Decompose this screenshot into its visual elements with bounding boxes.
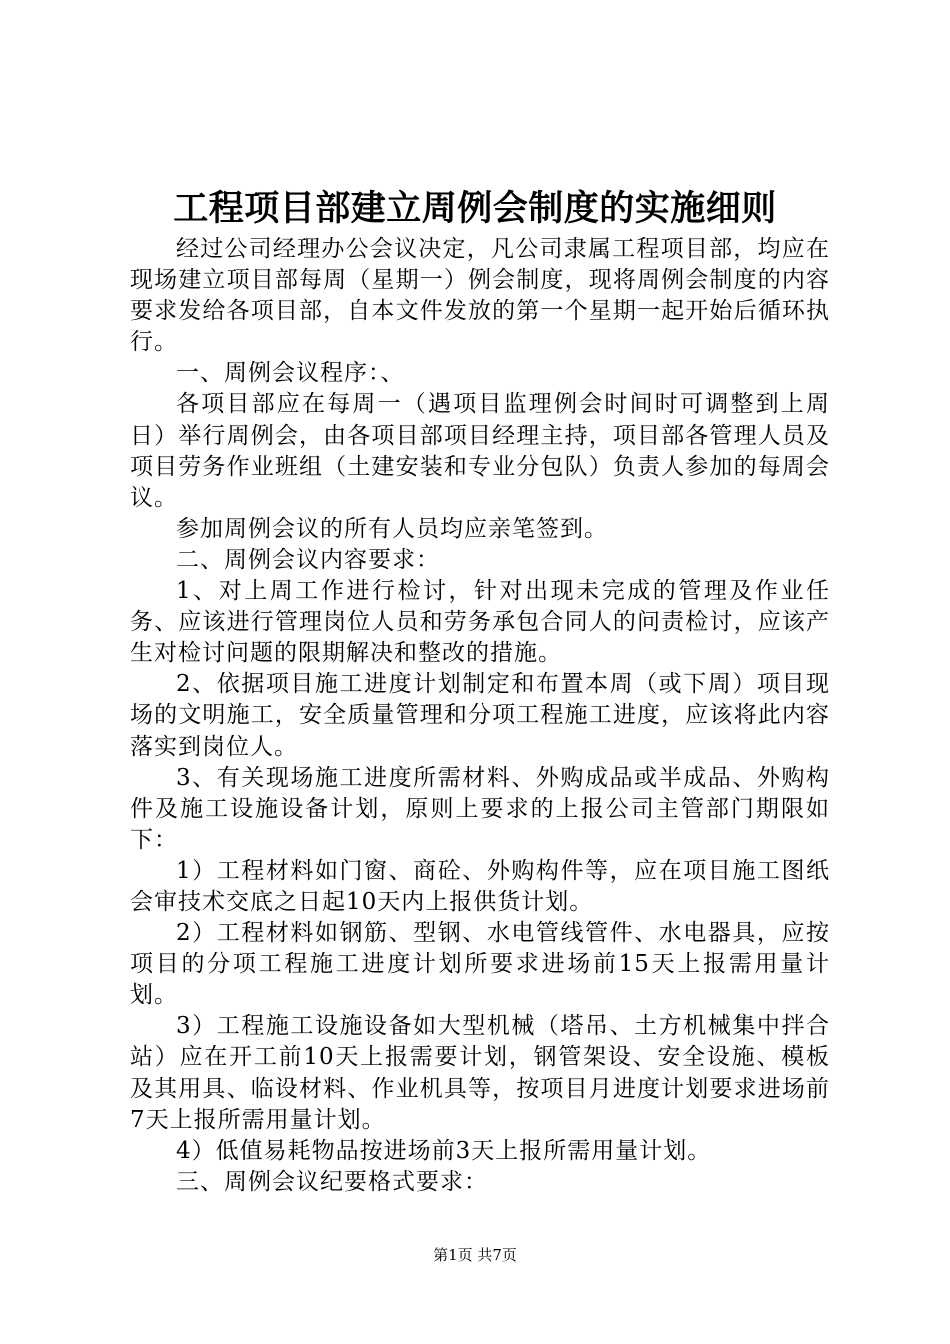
document-body (130, 234, 830, 1198)
paragraph-subitem-3: 3）工程施工设施设备如大型机械（塔吊、土方机械集中拌合站）应在开工前10天上报需要计划，钢管架设、安全设施、模板及其用具、临设材料、作业机具等，按项目月进度计划要求进场前7天上报所需用量计划。 (130, 1013, 830, 1133)
paragraph-item-3: 3、有关现场施工进度所需材料、外购成品或半成品、外购构件及施工设施设备计划，原则上要求的上报公司主管部门期限如下： (130, 764, 830, 853)
paragraph-item-1: 1、对上周工作进行检讨，针对出现未完成的管理及作业任务、应该进行管理岗位人员和劳务承包合同人的问责检讨，应该产生对检讨问题的限期解决和整改的措施。 (130, 578, 830, 667)
paragraph-sign-in: 参加周例会议的所有人员均应亲笔签到。 (176, 515, 608, 542)
section-heading-3: 三、周例会议纪要格式要求： (176, 1168, 488, 1195)
paragraph-item-2: 2、依据项目施工进度计划制定和布置本周（或下周）项目现场的文明施工，安全质量管理和分项工程施工进度，应该将此内容落实到岗位人。 (130, 671, 830, 760)
paragraph-subitem-2: 2）工程材料如钢筋、型钢、水电管线管件、水电器具，应按项目的分项工程施工进度计划所要求进场前15天上报需用量计划。 (130, 920, 830, 1009)
section-heading-1: 一、周例会议程序：、 (176, 360, 405, 387)
document-title: 工程项目部建立周例会制度的实施细则 (173, 188, 777, 229)
paragraph-meeting-schedule: 各项目部应在每周一（遇项目监理例会时间时可调整到上周日）举行周例会，由各项目部项目经理主持，项目部各管理人员及项目劳务作业班组（土建安装和专业分包队）负责人参加的每周会议。 (130, 391, 830, 511)
paragraph-subitem-4: 4）低值易耗物品按进场前3天上报所需用量计划。 (176, 1137, 712, 1164)
section-heading-2: 二、周例会议内容要求： (176, 546, 440, 573)
paragraph-intro: 经过公司经理办公会议决定，凡公司隶属工程项目部，均应在现场建立项目部每周（星期一）例会制度，现将周例会制度的内容要求发给各项目部，自本文件发放的第一个星期一起开始后循环执行。 (130, 236, 830, 356)
paragraph-subitem-1: 1）工程材料如门窗、商砼、外购构件等，应在项目施工图纸会审技术交底之日起10天内上报供货计划。 (130, 857, 830, 915)
page-number-footer: 第1页 共7页 (433, 1246, 517, 1264)
